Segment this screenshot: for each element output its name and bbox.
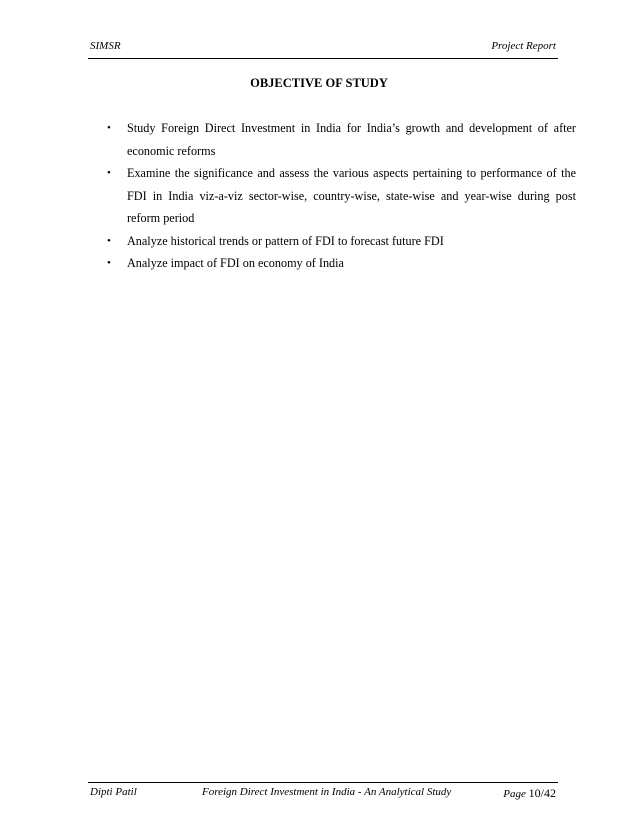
bullet-icon: •	[107, 167, 111, 179]
footer-divider	[88, 782, 558, 783]
bullet-icon: •	[107, 257, 111, 269]
objectives-list	[100, 117, 576, 275]
list-item	[100, 230, 576, 253]
bullet-icon: •	[107, 234, 111, 247]
list-item	[100, 117, 576, 162]
list-item	[100, 162, 576, 230]
list-item	[100, 252, 576, 275]
footer-study-title: Foreign Direct Investment in India - An Analytical Study	[202, 786, 452, 798]
footer-page-label: Page	[503, 788, 526, 800]
objective-text: Examine the significance and assess the various aspects pertaining to performance of the FDI in India viz-a-viz sector-wise, country-wise, state-wise and year-wise during post reform period	[127, 166, 576, 225]
footer-page-indicator	[503, 786, 556, 801]
header-divider	[88, 58, 558, 59]
objective-text: Analyze historical trends or pattern of FDI to forecast future FDI	[127, 233, 444, 248]
header-document-type: Project Report	[491, 40, 556, 52]
footer-author: Dipti Patil	[90, 786, 137, 798]
header-school-name: SIMSR	[90, 40, 121, 52]
objective-text: Analyze impact of FDI on economy of India	[127, 256, 344, 270]
objective-text: Study Foreign Direct Investment in India for India’s growth and development of after economic reforms	[127, 121, 576, 158]
page-title: OBJECTIVE OF STUDY	[250, 76, 388, 90]
footer-page-number: 10/42	[528, 786, 556, 800]
bullet-icon: •	[107, 122, 111, 134]
